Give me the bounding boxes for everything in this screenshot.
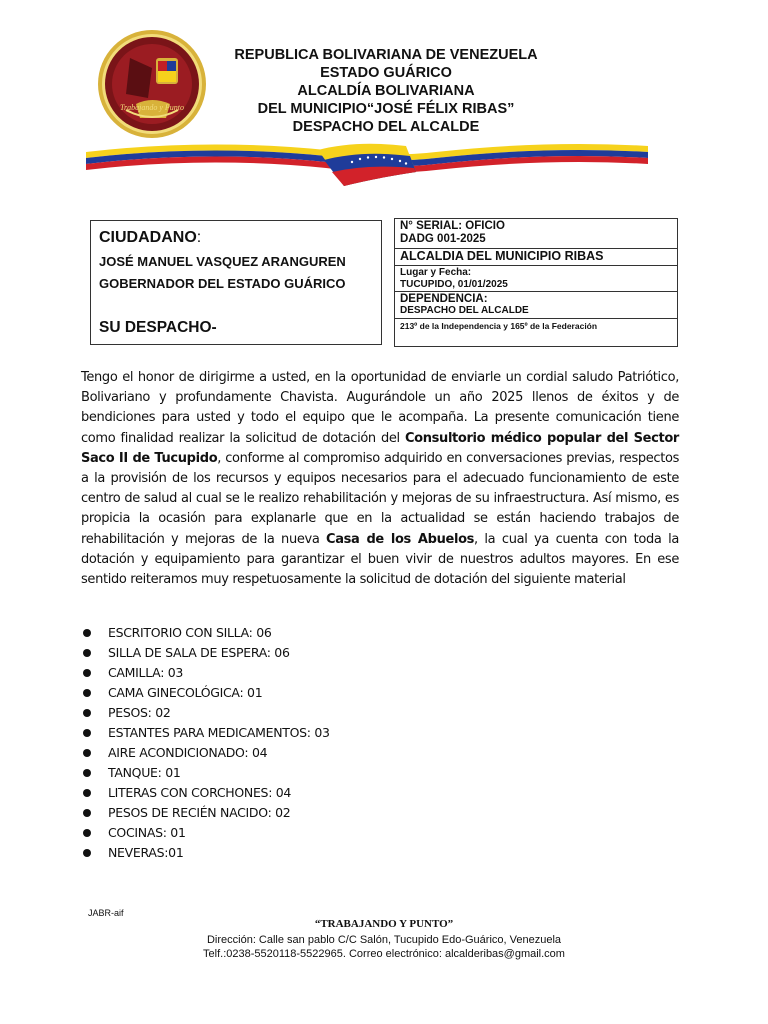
header-line-mayoralty: ALCALDÍA BOLIVARIANA: [297, 83, 475, 99]
logo-motto: Trabajando y Punto: [119, 103, 185, 112]
clinic-name: Consultorio médico popular del Sector Saco II de Tucupido: [81, 430, 679, 466]
requested-items-list: [80, 623, 330, 863]
header-line-republic: REPUBLICA BOLIVARIANA DE VENEZUELA: [234, 47, 538, 63]
footer-address: Dirección: Calle san pablo C/C Salón, Tucupido Edo-Guárico, Venezuela: [206, 934, 562, 946]
place-date: Lugar y Fecha: TUCUPIDO, 01/01/2025: [395, 266, 677, 292]
municipal-seal-logo: [96, 28, 208, 140]
list-item: PESOS: 02: [80, 703, 330, 723]
dependency: DEPENDENCIA: DESPACHO DEL ALCALDE: [395, 292, 677, 319]
elderly-home-name: Casa de los Abuelos: [326, 531, 475, 547]
list-item: SILLA DE SALA DE ESPERA: 06: [80, 643, 330, 663]
bullet-icon: [83, 649, 91, 657]
serial-number: N° SERIAL: OFICIO DADG 001-2025: [395, 219, 677, 249]
recipient-closing: SU DESPACHO-: [99, 319, 217, 336]
bullet-icon: [83, 749, 91, 757]
bullet-icon: [83, 689, 91, 697]
letter-body: Tengo el honor de dirigirme a usted, en la oportunidad de enviarle un cordial saludo Patriótico, Bolivariano y profundamente Chavista. Augurándole un año 2025 llenos de éxitos y de bendiciones para usted y todo el equipo que le acompaña. La presente comunicación tiene como finalidad realizar la solicitud de dotación del Consultorio médico popular del Sector Saco II de Tucupido, conforme al compromiso adquirido en conversaciones previas, respectos a la provisión de los recursos y equipos necesarios para el adecuado funcionamiento de este centro de salud al cual se le realizo rehabilitación y mejoras de su infraestructura. Así mismo, es propicia la ocasión para explanarle que en la actualidad se están haciendo trabajos de rehabilitación y mejoras de la nueva Casa de los Abuelos, la cual ya cuenta con toda la dotación y equipamiento para garantizar el buen vivir de nuestros adultos mayores. En ese sentido reiteramos muy respetuosamente la solicitud de dotación del siguiente material: [81, 370, 680, 588]
bullet-icon: [83, 709, 91, 717]
list-item: NEVERAS:01: [80, 843, 330, 863]
header-line-state: ESTADO GUÁRICO: [320, 65, 452, 81]
list-item: CAMILLA: 03: [80, 663, 330, 683]
header-line-municipality: DEL MUNICIPIO“JOSÉ FÉLIX RIBAS”: [257, 101, 515, 117]
list-item: ESCRITORIO CON SILLA: 06: [80, 623, 330, 643]
header-line-office: DESPACHO DEL ALCALDE: [292, 119, 480, 135]
bullet-icon: [83, 789, 91, 797]
recipient-box: [90, 220, 382, 345]
venezuela-flag-ribbon: [86, 136, 648, 188]
bullet-icon: [83, 769, 91, 777]
recipient-label: CIUDADANO:: [99, 229, 202, 246]
era-line: 213º de la Independencia y 165º de la Federación: [400, 321, 598, 331]
footer-motto: “TRABAJANDO Y PUNTO”: [314, 918, 454, 930]
bullet-icon: [83, 629, 91, 637]
letterhead: [200, 46, 572, 136]
bullet-icon: [83, 829, 91, 837]
list-item: CAMA GINECOLÓGICA: 01: [80, 683, 330, 703]
bullet-icon: [83, 729, 91, 737]
list-item: AIRE ACONDICIONADO: 04: [80, 743, 330, 763]
recipient-name: JOSÉ MANUEL VASQUEZ ARANGUREN: [99, 254, 346, 269]
list-item: PESOS DE RECIÉN NACIDO: 02: [80, 803, 330, 823]
bullet-icon: [83, 849, 91, 857]
list-item: LITERAS CON CORCHONES: 04: [80, 783, 330, 803]
list-item: ESTANTES PARA MEDICAMENTOS: 03: [80, 723, 330, 743]
bullet-icon: [83, 669, 91, 677]
list-item: TANQUE: 01: [80, 763, 330, 783]
list-item: COCINAS: 01: [80, 823, 330, 843]
bullet-icon: [83, 809, 91, 817]
typist-initials: JABR-aif: [88, 908, 124, 918]
issuing-entity: ALCALDIA DEL MUNICIPIO RIBAS: [395, 249, 677, 266]
footer-contact: Telf.:0238-5520118-5522965. Correo electrónico: alcalderibas@gmail.com: [203, 948, 565, 960]
reference-box: [394, 218, 678, 347]
recipient-title: GOBERNADOR DEL ESTADO GUÁRICO: [99, 276, 346, 291]
